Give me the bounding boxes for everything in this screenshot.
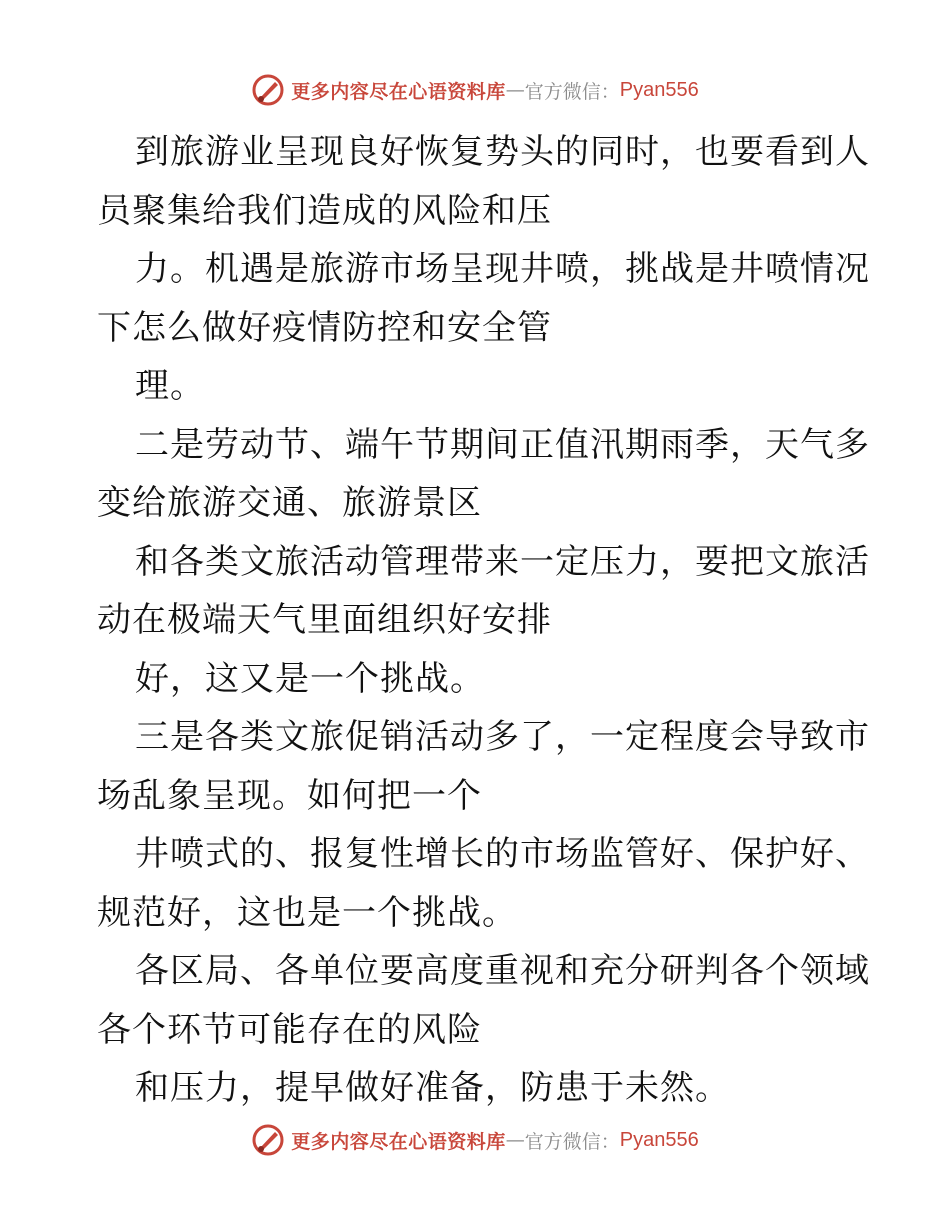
footer-dash: — [505, 1129, 525, 1151]
text-line: 员聚集给我们造成的风险和压 [97, 190, 552, 231]
header-banner [0, 70, 950, 110]
footer-wechat-label: 官方微信： [524, 1130, 620, 1153]
text-line: 各个环节可能存在的风险 [97, 1009, 482, 1050]
text-line: 好，这又是一个挑战。 [135, 658, 485, 699]
text-line: 到旅游业呈现良好恢复势头的同时，也要看到人 [135, 132, 870, 172]
brush-logo-icon [251, 73, 285, 107]
text-line: 规范好，这也是一个挑战。 [97, 892, 517, 933]
brush-logo-icon [251, 1123, 285, 1157]
header-dash: — [505, 79, 525, 101]
header-wechat-id: Pyan556 [619, 78, 699, 101]
header-brand-text: 更多内容尽在心语资料库 [291, 80, 506, 103]
text-line: 变给旅游交通、旅游景区 [97, 483, 482, 523]
text-line: 下怎么做好疫情防控和安全管 [97, 307, 552, 348]
footer-wechat-id: Pyan556 [619, 1128, 699, 1151]
text-line: 三是各类文旅促销活动多了，一定程度会导致市 [135, 717, 870, 757]
text-line: 二是劳动节、端午节期间正值汛期雨季，天气多 [135, 424, 870, 465]
text-line: 力。机遇是旅游市场呈现井喷，挑战是井喷情况 [135, 249, 870, 289]
text-line: 场乱象呈现。如何把一个 [97, 775, 482, 816]
text-line: 和各类文旅活动管理带来一定压力，要把文旅活 [135, 541, 870, 582]
text-line: 动在极端天气里面组织好安排 [97, 600, 552, 640]
footer-banner [0, 1120, 950, 1160]
header-wechat-label: 官方微信： [524, 80, 620, 103]
text-line: 井喷式的、报复性增长的市场监管好、保护好、 [135, 834, 870, 874]
text-line: 各区局、各单位要高度重视和充分研判各个领域 [135, 951, 870, 991]
text-line: 理。 [135, 366, 205, 406]
text-line: 和压力，提早做好准备，防患于未然。 [135, 1068, 730, 1108]
footer-brand-text: 更多内容尽在心语资料库 [291, 1130, 506, 1153]
document-body [97, 123, 870, 1118]
